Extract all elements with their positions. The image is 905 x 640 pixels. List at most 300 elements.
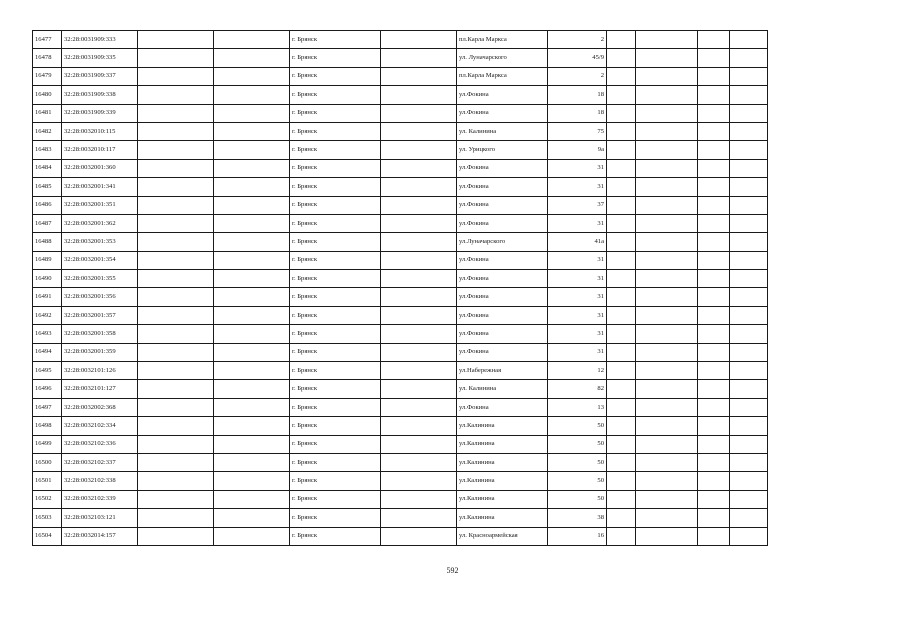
empty-cell (698, 380, 730, 398)
record-number-cell: 16491 (33, 288, 62, 306)
table-row (33, 435, 768, 453)
record-number-cell: 16496 (33, 380, 62, 398)
record-number-cell: 16503 (33, 509, 62, 527)
city-cell: г. Брянск (290, 49, 381, 67)
empty-cell (636, 306, 698, 324)
empty-cell (381, 196, 457, 214)
empty-cell (698, 453, 730, 471)
empty-cell (698, 343, 730, 361)
record-number-cell: 16492 (33, 306, 62, 324)
empty-cell (138, 270, 214, 288)
cadastral-number-cell: 32:28:0032010:115 (62, 122, 138, 140)
city-cell: г. Брянск (290, 67, 381, 85)
empty-cell (607, 233, 636, 251)
city-cell: г. Брянск (290, 251, 381, 269)
empty-cell (138, 31, 214, 49)
empty-cell (607, 178, 636, 196)
empty-cell (636, 453, 698, 471)
empty-cell (214, 343, 290, 361)
cadastral-number-cell: 32:28:0032010:117 (62, 141, 138, 159)
cadastral-number-cell: 32:28:0032001:341 (62, 178, 138, 196)
empty-cell (698, 288, 730, 306)
empty-cell (214, 233, 290, 251)
empty-cell (214, 527, 290, 545)
empty-cell (730, 104, 768, 122)
empty-cell (381, 362, 457, 380)
table-row (33, 67, 768, 85)
city-cell: г. Брянск (290, 490, 381, 508)
table-row (33, 306, 768, 324)
empty-cell (381, 509, 457, 527)
cadastral-number-cell: 32:28:0032001:353 (62, 233, 138, 251)
street-cell: ул.Фокина (457, 306, 548, 324)
empty-cell (698, 196, 730, 214)
empty-cell (214, 509, 290, 527)
table-row (33, 453, 768, 471)
empty-cell (636, 325, 698, 343)
table-row (33, 380, 768, 398)
empty-cell (381, 67, 457, 85)
empty-cell (381, 453, 457, 471)
table-row (33, 31, 768, 49)
empty-cell (214, 251, 290, 269)
empty-cell (730, 527, 768, 545)
empty-cell (730, 122, 768, 140)
empty-cell (381, 270, 457, 288)
street-cell: ул.Калинина (457, 509, 548, 527)
empty-cell (381, 178, 457, 196)
empty-cell (730, 362, 768, 380)
street-cell: ул.Калинина (457, 453, 548, 471)
empty-cell (138, 233, 214, 251)
empty-cell (607, 31, 636, 49)
empty-cell (214, 417, 290, 435)
cadastral-number-cell: 32:28:0032001:357 (62, 306, 138, 324)
record-number-cell: 16501 (33, 472, 62, 490)
empty-cell (138, 527, 214, 545)
city-cell: г. Брянск (290, 306, 381, 324)
empty-cell (138, 417, 214, 435)
street-cell: пл.Карла Маркса (457, 31, 548, 49)
empty-cell (698, 122, 730, 140)
street-cell: ул.Набережная (457, 362, 548, 380)
empty-cell (381, 251, 457, 269)
empty-cell (607, 196, 636, 214)
cadastral-number-cell: 32:28:0032002:368 (62, 398, 138, 416)
house-number-cell: 50 (548, 453, 607, 471)
empty-cell (698, 178, 730, 196)
empty-cell (138, 178, 214, 196)
empty-cell (636, 362, 698, 380)
empty-cell (607, 417, 636, 435)
empty-cell (730, 472, 768, 490)
empty-cell (698, 159, 730, 177)
street-cell: ул.Фокина (457, 288, 548, 306)
property-register-table (32, 30, 768, 546)
empty-cell (607, 490, 636, 508)
empty-cell (698, 398, 730, 416)
house-number-cell: 50 (548, 417, 607, 435)
table-row (33, 214, 768, 232)
table-row (33, 196, 768, 214)
record-number-cell: 16478 (33, 49, 62, 67)
empty-cell (607, 306, 636, 324)
empty-cell (730, 398, 768, 416)
city-cell: г. Брянск (290, 453, 381, 471)
cadastral-number-cell: 32:28:0032001:358 (62, 325, 138, 343)
table-row (33, 122, 768, 140)
house-number-cell: 31 (548, 251, 607, 269)
empty-cell (730, 178, 768, 196)
city-cell: г. Брянск (290, 196, 381, 214)
cadastral-number-cell: 32:28:0032103:121 (62, 509, 138, 527)
empty-cell (636, 67, 698, 85)
record-number-cell: 16488 (33, 233, 62, 251)
street-cell: ул.Фокина (457, 343, 548, 361)
street-cell: пл.Карла Маркса (457, 67, 548, 85)
record-number-cell: 16480 (33, 86, 62, 104)
house-number-cell: 2 (548, 67, 607, 85)
house-number-cell: 31 (548, 178, 607, 196)
house-number-cell: 50 (548, 472, 607, 490)
cadastral-number-cell: 32:28:0031909:337 (62, 67, 138, 85)
empty-cell (636, 288, 698, 306)
record-number-cell: 16481 (33, 104, 62, 122)
empty-cell (138, 343, 214, 361)
table-row (33, 417, 768, 435)
empty-cell (138, 398, 214, 416)
empty-cell (607, 141, 636, 159)
house-number-cell: 9а (548, 141, 607, 159)
record-number-cell: 16494 (33, 343, 62, 361)
empty-cell (698, 214, 730, 232)
street-cell: ул.Фокина (457, 251, 548, 269)
empty-cell (138, 472, 214, 490)
empty-cell (138, 122, 214, 140)
house-number-cell: 18 (548, 104, 607, 122)
empty-cell (636, 472, 698, 490)
cadastral-number-cell: 32:28:0032102:338 (62, 472, 138, 490)
empty-cell (214, 67, 290, 85)
empty-cell (698, 233, 730, 251)
empty-cell (138, 159, 214, 177)
empty-cell (698, 435, 730, 453)
empty-cell (698, 306, 730, 324)
city-cell: г. Брянск (290, 380, 381, 398)
house-number-cell: 31 (548, 270, 607, 288)
empty-cell (607, 104, 636, 122)
empty-cell (636, 86, 698, 104)
house-number-cell: 12 (548, 362, 607, 380)
house-number-cell: 41а (548, 233, 607, 251)
empty-cell (636, 196, 698, 214)
empty-cell (636, 141, 698, 159)
empty-cell (381, 141, 457, 159)
empty-cell (730, 233, 768, 251)
street-cell: ул. Урицкого (457, 141, 548, 159)
empty-cell (607, 472, 636, 490)
street-cell: ул.Фокина (457, 104, 548, 122)
house-number-cell: 38 (548, 509, 607, 527)
empty-cell (381, 398, 457, 416)
empty-cell (730, 141, 768, 159)
table-row (33, 490, 768, 508)
page-number: 592 (446, 566, 459, 575)
empty-cell (214, 196, 290, 214)
empty-cell (607, 380, 636, 398)
cadastral-number-cell: 32:28:0032101:127 (62, 380, 138, 398)
empty-cell (214, 49, 290, 67)
empty-cell (381, 233, 457, 251)
record-number-cell: 16485 (33, 178, 62, 196)
house-number-cell: 16 (548, 527, 607, 545)
cadastral-number-cell: 32:28:0032102:339 (62, 490, 138, 508)
empty-cell (636, 509, 698, 527)
table-row (33, 49, 768, 67)
empty-cell (607, 398, 636, 416)
empty-cell (698, 31, 730, 49)
empty-cell (698, 527, 730, 545)
empty-cell (636, 417, 698, 435)
table-row (33, 178, 768, 196)
empty-cell (607, 214, 636, 232)
cadastral-number-cell: 32:28:0032102:336 (62, 435, 138, 453)
empty-cell (214, 435, 290, 453)
city-cell: г. Брянск (290, 362, 381, 380)
city-cell: г. Брянск (290, 325, 381, 343)
city-cell: г. Брянск (290, 509, 381, 527)
empty-cell (636, 380, 698, 398)
empty-cell (214, 398, 290, 416)
empty-cell (730, 251, 768, 269)
city-cell: г. Брянск (290, 31, 381, 49)
record-number-cell: 16500 (33, 453, 62, 471)
house-number-cell: 31 (548, 159, 607, 177)
empty-cell (698, 270, 730, 288)
house-number-cell: 50 (548, 490, 607, 508)
house-number-cell: 31 (548, 306, 607, 324)
record-number-cell: 16486 (33, 196, 62, 214)
empty-cell (138, 86, 214, 104)
record-number-cell: 16498 (33, 417, 62, 435)
city-cell: г. Брянск (290, 141, 381, 159)
empty-cell (607, 362, 636, 380)
table-row (33, 343, 768, 361)
empty-cell (138, 453, 214, 471)
empty-cell (138, 104, 214, 122)
empty-cell (138, 49, 214, 67)
empty-cell (698, 417, 730, 435)
record-number-cell: 16487 (33, 214, 62, 232)
empty-cell (607, 159, 636, 177)
street-cell: ул. Калинина (457, 122, 548, 140)
empty-cell (214, 306, 290, 324)
record-number-cell: 16483 (33, 141, 62, 159)
empty-cell (730, 453, 768, 471)
cadastral-number-cell: 32:28:0031909:335 (62, 49, 138, 67)
empty-cell (698, 490, 730, 508)
city-cell: г. Брянск (290, 178, 381, 196)
empty-cell (730, 509, 768, 527)
house-number-cell: 31 (548, 288, 607, 306)
city-cell: г. Брянск (290, 472, 381, 490)
street-cell: ул. Калинина (457, 380, 548, 398)
city-cell: г. Брянск (290, 527, 381, 545)
city-cell: г. Брянск (290, 159, 381, 177)
empty-cell (607, 288, 636, 306)
cadastral-number-cell: 32:28:0032001:362 (62, 214, 138, 232)
empty-cell (214, 141, 290, 159)
empty-cell (730, 159, 768, 177)
empty-cell (381, 86, 457, 104)
empty-cell (381, 288, 457, 306)
empty-cell (138, 380, 214, 398)
street-cell: ул.Фокина (457, 178, 548, 196)
street-cell: ул. Красноармейская (457, 527, 548, 545)
empty-cell (381, 417, 457, 435)
street-cell: ул.Калинина (457, 417, 548, 435)
table-row (33, 472, 768, 490)
empty-cell (636, 435, 698, 453)
empty-cell (730, 270, 768, 288)
empty-cell (381, 214, 457, 232)
empty-cell (636, 214, 698, 232)
empty-cell (698, 251, 730, 269)
empty-cell (730, 86, 768, 104)
street-cell: ул. Луначарского (457, 49, 548, 67)
empty-cell (138, 325, 214, 343)
street-cell: ул.Фокина (457, 196, 548, 214)
record-number-cell: 16495 (33, 362, 62, 380)
cadastral-number-cell: 32:28:0032102:334 (62, 417, 138, 435)
city-cell: г. Брянск (290, 398, 381, 416)
record-number-cell: 16477 (33, 31, 62, 49)
empty-cell (730, 306, 768, 324)
empty-cell (607, 49, 636, 67)
empty-cell (138, 362, 214, 380)
empty-cell (607, 435, 636, 453)
empty-cell (636, 49, 698, 67)
cadastral-number-cell: 32:28:0032014:157 (62, 527, 138, 545)
empty-cell (214, 178, 290, 196)
empty-cell (730, 435, 768, 453)
table-row (33, 104, 768, 122)
empty-cell (381, 472, 457, 490)
empty-cell (730, 214, 768, 232)
cadastral-number-cell: 32:28:0032001:359 (62, 343, 138, 361)
table-row (33, 398, 768, 416)
table-row (33, 325, 768, 343)
street-cell: ул.Калинина (457, 490, 548, 508)
empty-cell (730, 325, 768, 343)
empty-cell (698, 472, 730, 490)
house-number-cell: 45/9 (548, 49, 607, 67)
empty-cell (607, 325, 636, 343)
empty-cell (698, 104, 730, 122)
street-cell: ул.Фокина (457, 159, 548, 177)
house-number-cell: 82 (548, 380, 607, 398)
empty-cell (214, 86, 290, 104)
empty-cell (607, 453, 636, 471)
cadastral-number-cell: 32:28:0031909:333 (62, 31, 138, 49)
street-cell: ул.Луначарского (457, 233, 548, 251)
empty-cell (636, 233, 698, 251)
empty-cell (698, 362, 730, 380)
record-number-cell: 16502 (33, 490, 62, 508)
cadastral-number-cell: 32:28:0032001:356 (62, 288, 138, 306)
empty-cell (214, 122, 290, 140)
street-cell: ул.Калинина (457, 435, 548, 453)
table-row (33, 233, 768, 251)
empty-cell (607, 86, 636, 104)
empty-cell (214, 31, 290, 49)
empty-cell (138, 435, 214, 453)
empty-cell (381, 159, 457, 177)
city-cell: г. Брянск (290, 86, 381, 104)
city-cell: г. Брянск (290, 343, 381, 361)
city-cell: г. Брянск (290, 288, 381, 306)
street-cell: ул.Фокина (457, 86, 548, 104)
street-cell: ул.Фокина (457, 398, 548, 416)
empty-cell (698, 325, 730, 343)
empty-cell (214, 325, 290, 343)
cadastral-number-cell: 32:28:0032101:126 (62, 362, 138, 380)
empty-cell (214, 104, 290, 122)
empty-cell (636, 251, 698, 269)
empty-cell (607, 251, 636, 269)
empty-cell (730, 196, 768, 214)
table-row (33, 509, 768, 527)
street-cell: ул.Фокина (457, 270, 548, 288)
empty-cell (730, 417, 768, 435)
house-number-cell: 13 (548, 398, 607, 416)
city-cell: г. Брянск (290, 233, 381, 251)
empty-cell (607, 509, 636, 527)
empty-cell (607, 122, 636, 140)
empty-cell (636, 527, 698, 545)
empty-cell (636, 122, 698, 140)
house-number-cell: 31 (548, 325, 607, 343)
house-number-cell: 37 (548, 196, 607, 214)
empty-cell (381, 325, 457, 343)
empty-cell (730, 380, 768, 398)
cadastral-number-cell: 32:28:0032102:337 (62, 453, 138, 471)
empty-cell (730, 490, 768, 508)
empty-cell (607, 270, 636, 288)
empty-cell (730, 49, 768, 67)
empty-cell (698, 141, 730, 159)
city-cell: г. Брянск (290, 270, 381, 288)
empty-cell (636, 490, 698, 508)
record-number-cell: 16482 (33, 122, 62, 140)
empty-cell (214, 453, 290, 471)
empty-cell (138, 251, 214, 269)
empty-cell (381, 343, 457, 361)
empty-cell (698, 49, 730, 67)
empty-cell (138, 490, 214, 508)
table-row (33, 288, 768, 306)
city-cell: г. Брянск (290, 417, 381, 435)
empty-cell (381, 122, 457, 140)
empty-cell (730, 67, 768, 85)
empty-cell (698, 86, 730, 104)
cadastral-number-cell: 32:28:0032001:355 (62, 270, 138, 288)
empty-cell (138, 67, 214, 85)
empty-cell (381, 527, 457, 545)
record-number-cell: 16479 (33, 67, 62, 85)
empty-cell (607, 527, 636, 545)
empty-cell (381, 380, 457, 398)
